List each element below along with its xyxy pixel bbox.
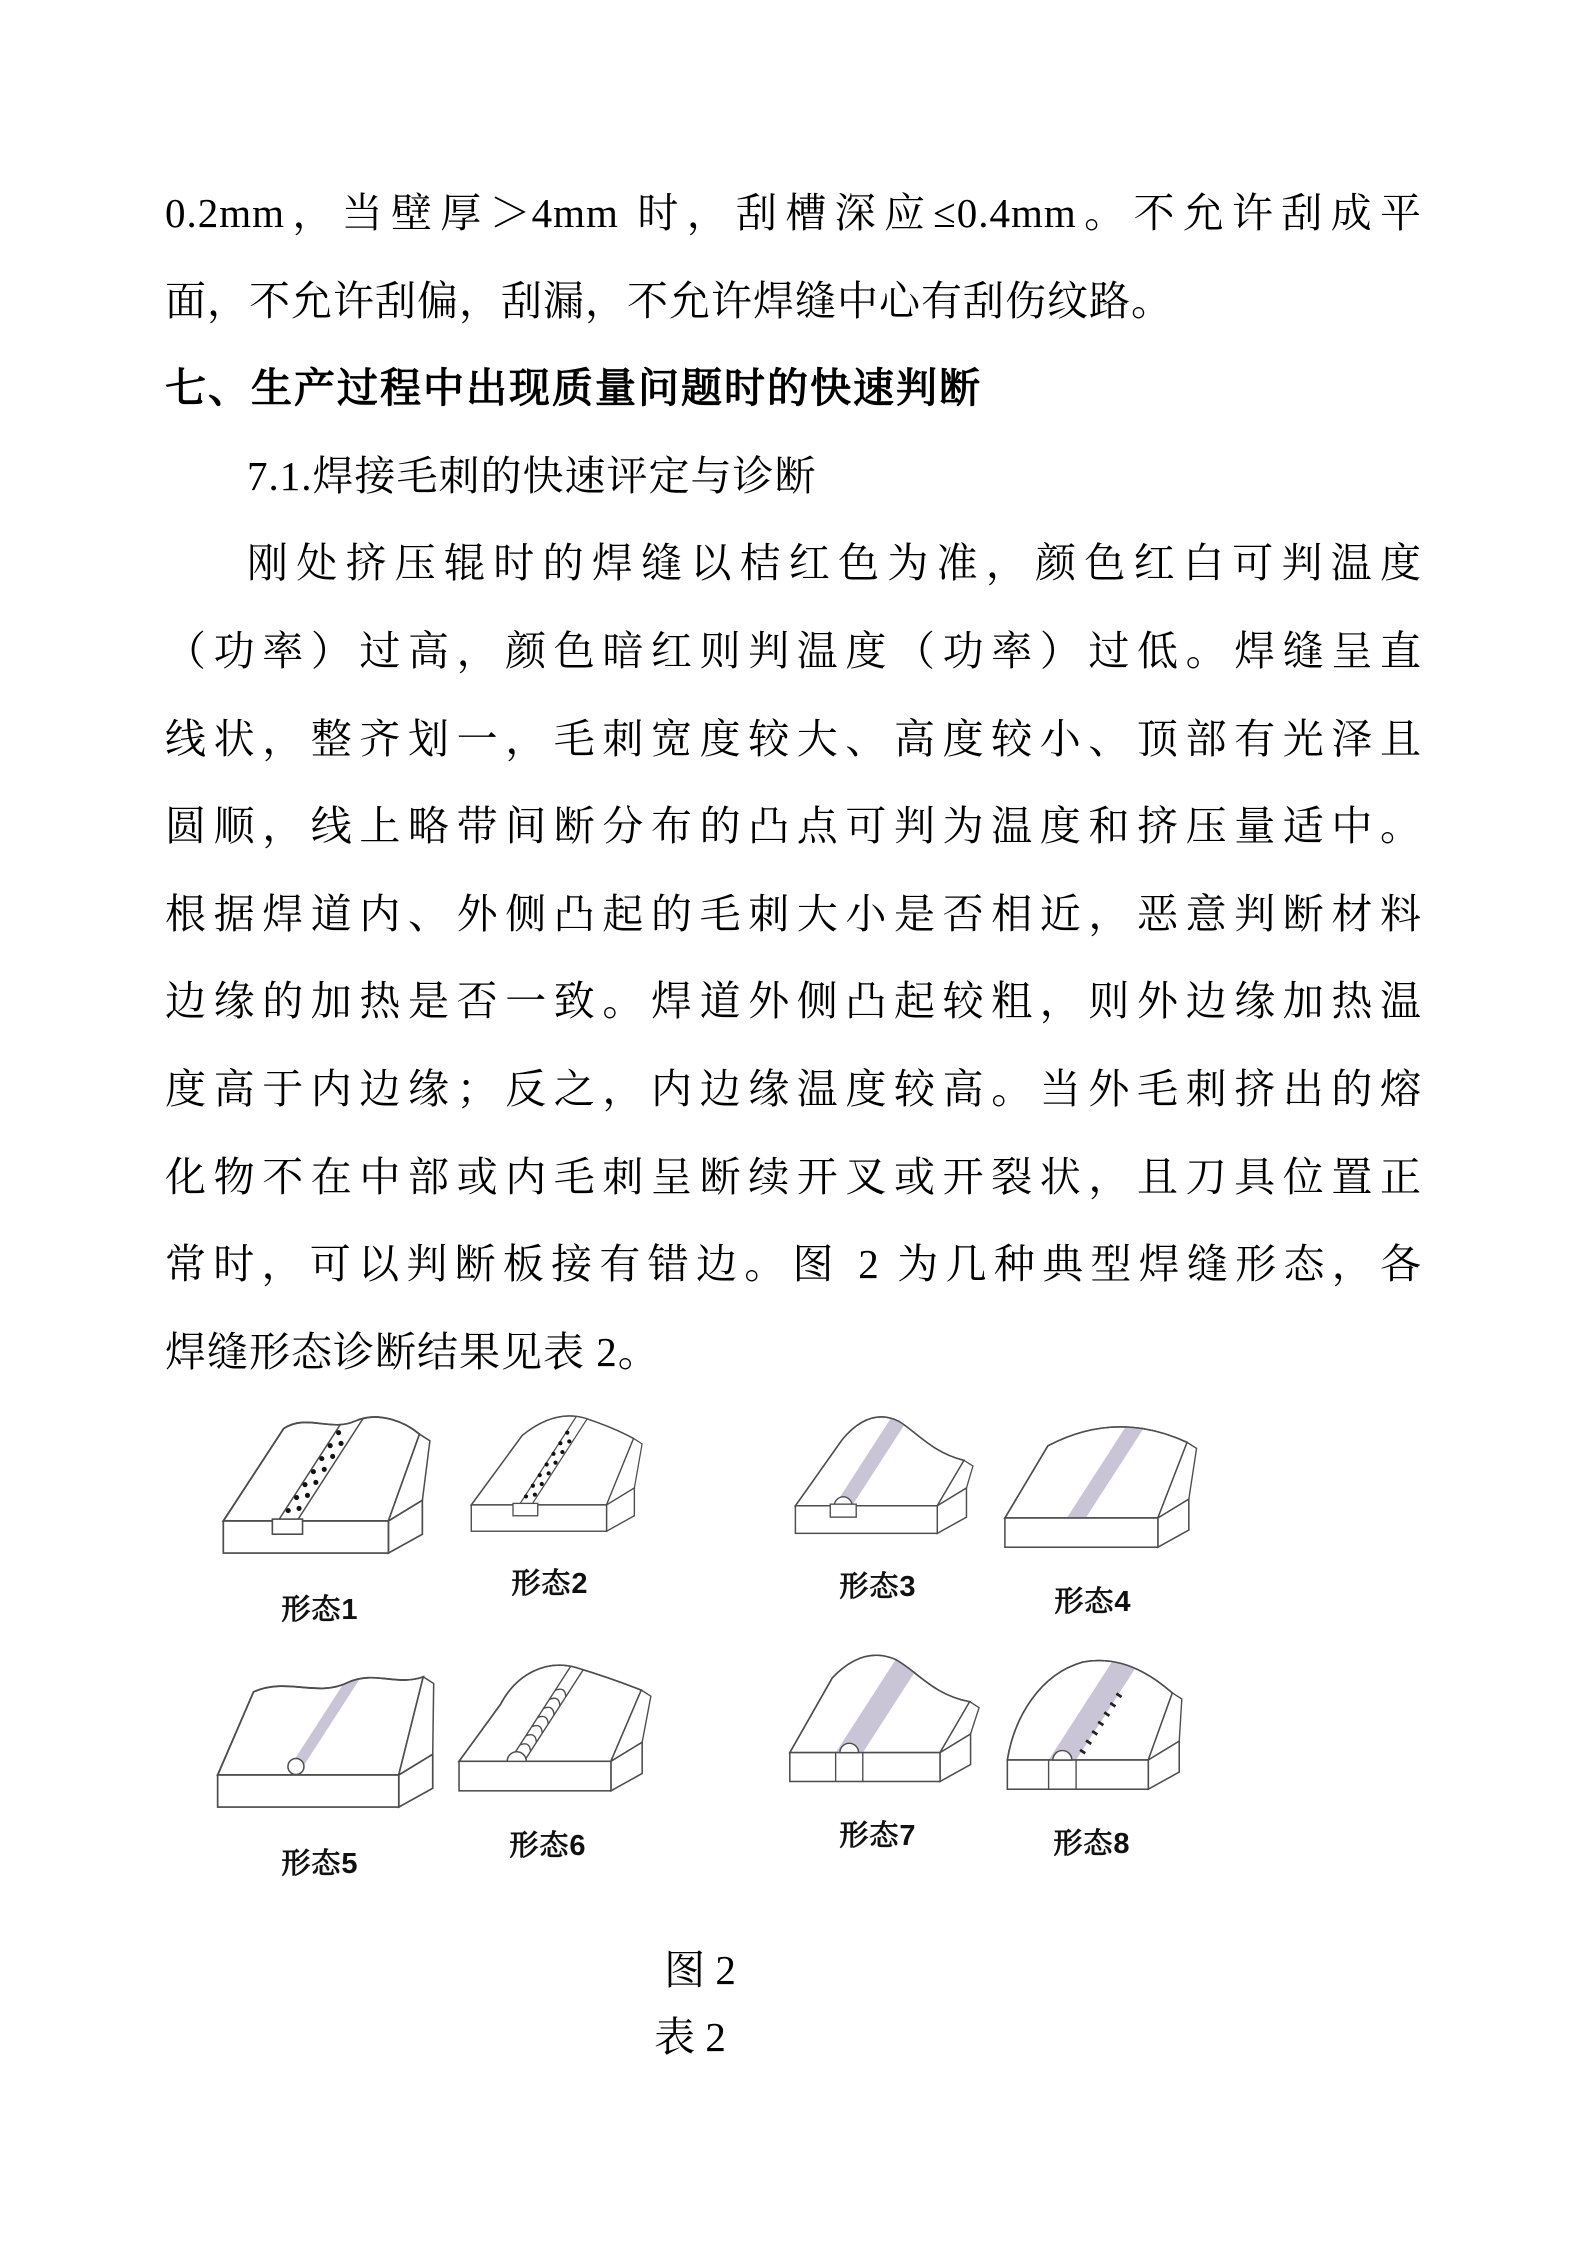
- text-line: 焊缝形态诊断结果见表 2。: [165, 1328, 660, 1375]
- weld-form-figure: [415, 1406, 685, 1602]
- text-line: 度高于内边缘；反之，内边缘温度较高。当外毛刺挤出的熔: [165, 1065, 1422, 1112]
- figure-label: 形态5: [281, 1848, 359, 1880]
- weld-diagram-icon: [771, 1402, 986, 1552]
- weld-diagram-icon: [979, 1408, 1207, 1567]
- weld-form-figure: [957, 1650, 1227, 1862]
- text-line: 化物不在中部或内毛刺呈断续开叉或开裂状，且刀具位置正: [165, 1153, 1422, 1200]
- weld-form-figure: [958, 1408, 1228, 1620]
- figure-label: 形态2: [511, 1568, 589, 1600]
- text-line: 根据焊道内、外侧凸起的毛刺大小是否相近，恶意判断材料: [165, 890, 1422, 937]
- figure-label: 形态7: [839, 1820, 917, 1852]
- figure-label: 形态4: [1054, 1586, 1132, 1618]
- text-line: 线状，整齐划一，毛刺宽度较大、高度较小、顶部有光泽且: [165, 715, 1422, 762]
- figure-label: 形态1: [281, 1594, 359, 1626]
- weld-diagram-icon: [433, 1650, 663, 1811]
- text-line: 常时，可以判断板接有错边。图 2 为几种典型焊缝形态，各: [165, 1241, 1422, 1288]
- figure-label: 形态8: [1053, 1828, 1131, 1860]
- weld-diagram-icon: [978, 1650, 1206, 1809]
- text-line: 面，不允许刮偏，刮漏，不允许焊缝中心有刮伤纹路。: [165, 277, 1173, 324]
- text-line: 7.1.焊接毛刺的快速评定与诊断: [247, 452, 817, 499]
- figure-label: 形态6: [509, 1830, 587, 1862]
- section-heading: 七、生产过程中出现质量问题时的快速判断: [165, 365, 982, 412]
- figure-2-area: [0, 1392, 1587, 2245]
- figure-caption: 图 2: [664, 1947, 736, 1993]
- weld-diagram-icon: [195, 1654, 445, 1829]
- weld-diagram-icon: [195, 1400, 445, 1575]
- text-line: 刚处挤压辊时的焊缝以桔红色为准，颜色红白可判温度: [247, 540, 1422, 587]
- weld-diagram-icon: [448, 1406, 653, 1549]
- weld-form-figure: [413, 1650, 683, 1864]
- text-line: 边缘的加热是否一致。焊道外侧凸起较粗，则外边缘加热温: [165, 978, 1422, 1025]
- text-line: （功率）过高，颜色暗红则判温度（功率）过低。焊缝呈直: [165, 627, 1422, 674]
- text-line: 圆顺，线上略带间断分布的凸点可判为温度和挤压量适中。: [165, 803, 1422, 850]
- figure-label: 形态3: [839, 1571, 917, 1603]
- table-caption: 表 2: [654, 2014, 726, 2060]
- text-line: 0.2mm，当壁厚＞4mm 时，刮槽深应≤0.4mm。不允许刮成平: [165, 190, 1422, 236]
- document-lines: [165, 170, 1422, 1396]
